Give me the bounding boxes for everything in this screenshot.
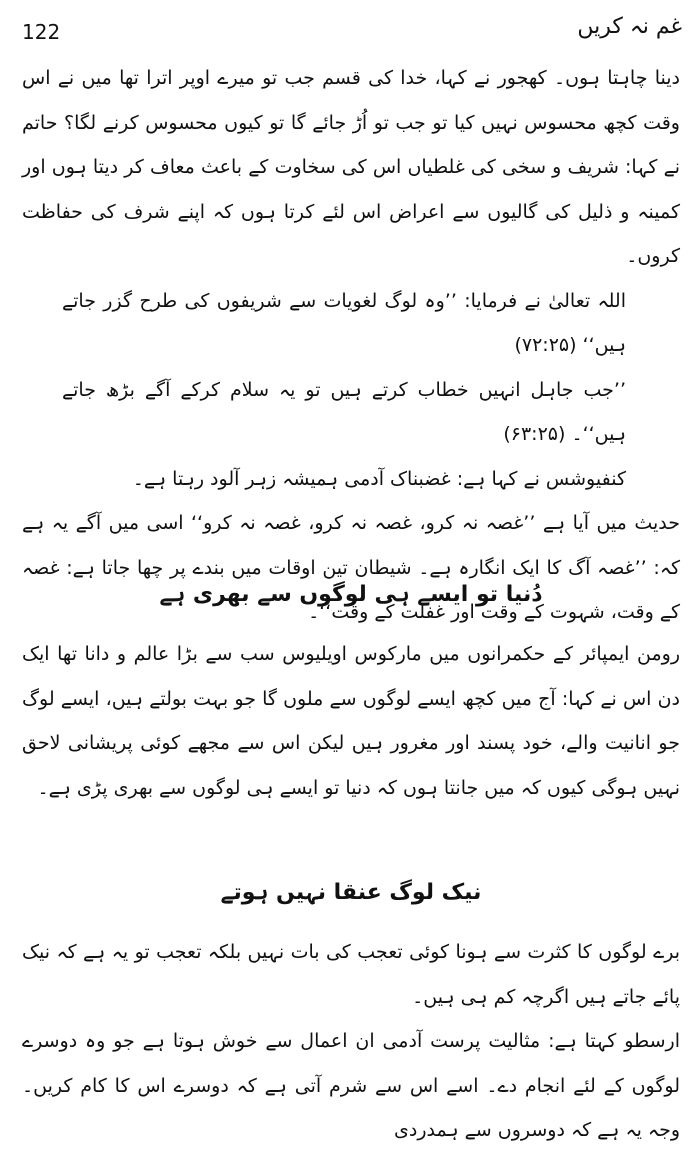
- paragraph: رومن ایمپائر کے حکمرانوں میں مارکوس اویلیوس سب سے بڑا عالم و دانا تھا ایک دن اس نے کہا: آج میں کچھ ایسے لوگوں سے ملوں گا جو بہت بولتے ہیں، ایسے لوگ جو انانیت والے، خود پسند اور مغرور ہیں لیکن اس سے مجھے کوئی پریشانی لاحق نہیں ہوگی کیوں کہ میں جانتا ہوں کہ دنیا تو ایسے ہی لوگوں سے بھری پڑی ہے۔: [22, 643, 680, 799]
- paragraph: برے لوگوں کا کثرت سے ہونا کوئی تعجب کی بات نہیں بلکہ تعجب تو یہ ہے کہ نیک پائے جاتے ہیں اگرچہ کم ہی ہیں۔: [22, 941, 680, 1008]
- page-number: 122: [22, 20, 61, 44]
- paragraph: ارسطو کہتا ہے: مثالیت پرست آدمی ان اعمال سے خوش ہوتا ہے جو وہ دوسرے لوگوں کے لئے انجام دے۔ اسے اس سے شرم آتی ہے کہ دوسرے اس کا کام کریں۔ وجہ یہ ہے کہ دوسروں سے ہمدردی: [22, 1030, 680, 1141]
- section-heading: نیک لوگ عنقا نہیں ہوتے: [220, 880, 482, 905]
- section-heading: دُنیا تو ایسے ہی لوگوں سے بھری ہے: [159, 582, 543, 607]
- section-body-1: [22, 56, 680, 635]
- page-header: [22, 14, 682, 54]
- paragraph: دینا چاہتا ہوں۔ کھجور نے کہا، خدا کی قسم جب تو میرے اوپر اترا تھا میں نے اس وقت کچھ محسوس نہیں کیا تو جب تو اُڑ جائے گا تو کیوں محسوس کرنے لگا؟ حاتم نے کہا: شریف و سخی کی غلطیاں اس کی سخاوت کے باعث معاف کر دیتا ہوں اور کمینہ و ذلیل کی گالیوں سے اعراض اس لئے کرتا ہوں کہ اپنے شرف کی حفاظت کروں۔: [22, 67, 680, 267]
- section-body-3: [22, 930, 680, 1153]
- quote-confucius: کنفیوشس نے کہا ہے: غضبناک آدمی ہمیشہ زہر آلود رہتا ہے۔: [132, 467, 626, 490]
- paragraph: حدیث میں آیا ہے ’’غصہ نہ کرو، غصہ نہ کرو، غصہ نہ کرو‘‘ اسی میں آگے یہ ہے کہ: ’’غصہ آگ کا ایک انگارہ ہے۔ شیطان تین اوقات میں بندے پر چھا جاتا ہے: غصہ کے وقت، شہوت کے وقت اور غفلت کے وقت‘‘۔: [22, 512, 680, 623]
- running-title: غم نہ کریں: [577, 14, 682, 39]
- quote-quran-2: ’’جب جاہل انہیں خطاب کرتے ہیں تو یہ سلام کرکے آگے بڑھ جاتے ہیں‘‘۔ (۶۳:۲۵): [62, 378, 626, 445]
- section-body-2: [22, 632, 680, 810]
- quote-quran-1: اللہ تعالیٰ نے فرمایا: ’’وہ لوگ لغویات سے شریفوں کی طرح گزر جاتے ہیں‘‘ (۷۲:۲۵): [62, 289, 626, 356]
